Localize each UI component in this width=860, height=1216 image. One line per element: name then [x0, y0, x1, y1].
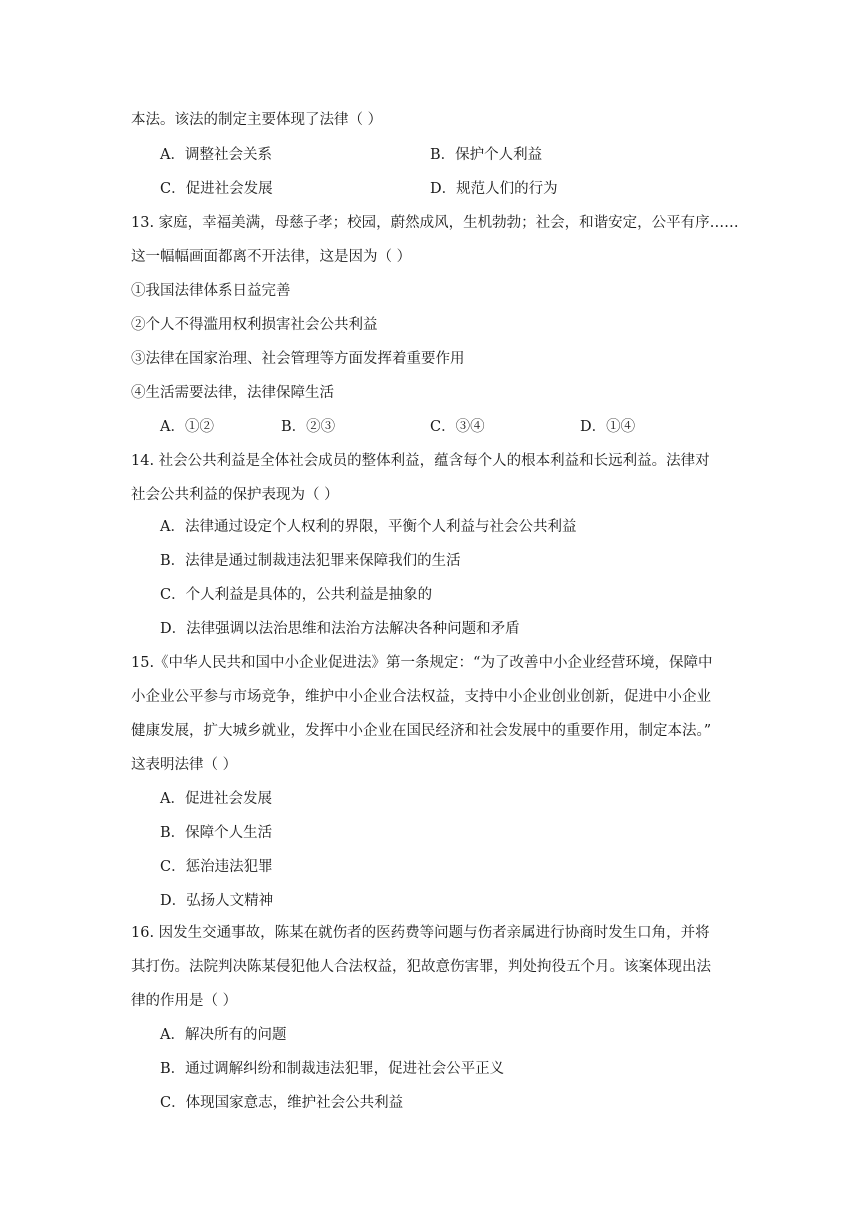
q14-stem-text: 14. 社会公共利益是全体社会成员的整体利益，蕴含每个人的根本利益和长远利益。法律对 — [131, 453, 710, 469]
q15-option-d[interactable]: D．弘扬人文精神 — [160, 893, 274, 909]
q13-stem-line-1 — [0, 208, 860, 238]
q13-option-d[interactable]: D．①④ — [580, 419, 636, 435]
q12-stem-text: 本法。该法的制定主要体现了法律（ ） — [131, 112, 383, 128]
q15-option-row-d — [0, 886, 860, 916]
q12-option-a[interactable]: A．调整社会关系 — [160, 147, 272, 163]
q14-option-row-c — [0, 580, 860, 610]
q14-stem-line-1 — [0, 446, 860, 476]
q13-option-c[interactable]: C．③④ — [430, 419, 485, 435]
q16-option-c[interactable]: C．体现国家意志，维护社会公共利益 — [160, 1095, 404, 1111]
q15-option-a[interactable]: A．促进社会发展 — [160, 791, 272, 807]
q13-stem-text: 这一幅幅画面都离不开法律，这是因为（ ） — [131, 249, 412, 265]
q15-stem-line-4 — [0, 750, 860, 780]
q16-stem-text: 其打伤。法院判决陈某侵犯他人合法权益，犯故意伤害罪，判处拘役五个月。该案体现出法 — [131, 959, 711, 975]
q13-statement-4 — [0, 378, 860, 408]
q15-stem-line-1 — [0, 648, 860, 678]
q14-option-row-a — [0, 512, 860, 542]
q13-statement-3 — [0, 344, 860, 374]
q14-option-a[interactable]: A．法律通过设定个人权利的界限，平衡个人利益与社会公共利益 — [160, 519, 577, 535]
q15-stem-line-3 — [0, 716, 860, 746]
q12-option-d[interactable]: D．规范人们的行为 — [430, 181, 558, 197]
q16-option-row-b — [0, 1054, 860, 1084]
q13-statement-text: ②个人不得滥用权利损害社会公共利益 — [131, 317, 378, 333]
q14-option-b[interactable]: B．法律是通过制裁违法犯罪来保障我们的生活 — [160, 553, 461, 569]
q15-option-row-c — [0, 852, 860, 882]
q12-options-row-1 — [0, 140, 860, 170]
q16-stem-line-2 — [0, 952, 860, 982]
q13-stem-text: 13. 家庭，幸福美满，母慈子孝；校园，蔚然成风，生机勃勃；社会，和谐安定，公平有序…… — [131, 215, 739, 231]
q15-stem-text: 这表明法律（ ） — [131, 757, 238, 773]
q15-stem-text: 小企业公平参与市场竞争，维护中小企业合法权益，支持中小企业创业创新，促进中小企业 — [131, 689, 711, 705]
q12-options-row-2 — [0, 174, 860, 204]
q15-option-b[interactable]: B．保障个人生活 — [160, 825, 273, 841]
q13-statement-text: ④生活需要法律，法律保障生活 — [131, 385, 334, 401]
q14-option-d[interactable]: D．法律强调以法治思维和法治方法解决各种问题和矛盾 — [160, 621, 520, 637]
q14-option-row-d — [0, 614, 860, 644]
q13-stem-line-2 — [0, 242, 860, 272]
q13-statement-2 — [0, 310, 860, 340]
q14-option-c[interactable]: C．个人利益是具体的，公共利益是抽象的 — [160, 587, 433, 603]
q16-option-a[interactable]: A．解决所有的问题 — [160, 1027, 287, 1043]
q16-stem-line-1 — [0, 918, 860, 948]
q16-option-row-a — [0, 1020, 860, 1050]
q15-option-row-b — [0, 818, 860, 848]
q16-option-b[interactable]: B．通过调解纠纷和制裁违法犯罪，促进社会公平正义 — [160, 1061, 505, 1077]
q13-options-row — [0, 412, 860, 442]
q15-option-row-a — [0, 784, 860, 814]
q15-option-c[interactable]: C．惩治违法犯罪 — [160, 859, 273, 875]
q16-stem-line-3 — [0, 986, 860, 1016]
q14-option-row-b — [0, 546, 860, 576]
q13-statement-text: ③法律在国家治理、社会管理等方面发挥着重要作用 — [131, 351, 465, 367]
q12-option-b[interactable]: B．保护个人利益 — [430, 147, 543, 163]
q13-statement-text: ①我国法律体系日益完善 — [131, 283, 291, 299]
q16-stem-text: 16. 因发生交通事故，陈某在就伤者的医药费等问题与伤者亲属进行协商时发生口角，并将 — [131, 925, 710, 941]
q12-stem-line — [0, 105, 860, 135]
q13-option-a[interactable]: A．①② — [160, 419, 214, 435]
q12-option-c[interactable]: C．促进社会发展 — [160, 181, 273, 197]
q14-stem-text: 社会公共利益的保护表现为（ ） — [131, 487, 339, 503]
q16-option-row-c — [0, 1088, 860, 1118]
q15-stem-text: 15.《中华人民共和国中小企业促进法》第一条规定：“为了改善中小企业经营环境，保障中 — [131, 655, 713, 671]
q13-statement-1 — [0, 276, 860, 306]
q14-stem-line-2 — [0, 480, 860, 510]
q15-stem-text: 健康发展，扩大城乡就业，发挥中小企业在国民经济和社会发展中的重要作用，制定本法。” — [131, 723, 712, 739]
q13-option-b[interactable]: B．②③ — [281, 419, 336, 435]
q15-stem-line-2 — [0, 682, 860, 712]
q16-stem-text: 律的作用是（ ） — [131, 993, 238, 1009]
